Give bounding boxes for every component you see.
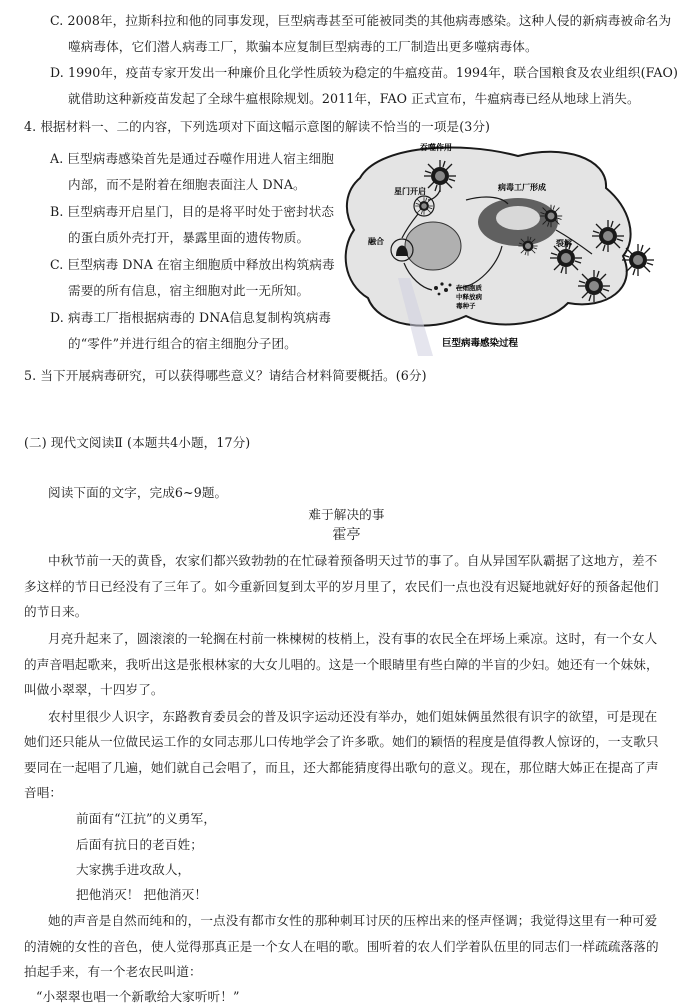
label-phagocytosis: 吞噬作用 — [420, 143, 452, 152]
q4-option-d-line1: D. 病毒工厂指根据病毒的 DNA信息复制构筑病毒 — [50, 310, 332, 325]
section-header: (二) 现代文阅读Ⅱ (本题共4小题，17分) — [24, 435, 251, 450]
story-p2-line3: 叫做小翠翠，十四岁了。 — [24, 682, 164, 697]
poem-line: 前面有“江抗”的义勇军， — [76, 811, 217, 826]
q4-option-c-line1: C. 巨型病毒 DNA 在宿主细胞质中释放出构筑病毒 — [50, 257, 335, 272]
q4-option-b-line2: 的蛋白质外壳打开，暴露里面的遗传物质。 — [68, 230, 310, 245]
host-nucleus — [405, 222, 461, 270]
released-virus-4 — [578, 270, 610, 302]
story-p1-line1: 中秋节前一天的黄昏，农家们都兴致勃勃的在忙碌着预备明天过节的事了。自从异国军队霸据了这地方，差不 — [48, 553, 658, 568]
label-seed-3: 毒种子 — [456, 302, 476, 310]
diagram-caption: 巨型病毒感染过程 — [442, 338, 519, 349]
label-stargate: 星门开启 — [394, 187, 426, 196]
story-author: 霍亭 — [332, 527, 361, 543]
question-5: 5. 当下开展病毒研究，可以获得哪些意义？请结合材料简要概括。(6分) — [24, 368, 427, 383]
story-p4-line3: 拍起手来，有一个老农民叫道： — [24, 964, 202, 979]
released-virus-3 — [622, 244, 654, 276]
reading-instruction: 阅读下面的文字，完成6~9题。 — [48, 485, 228, 500]
virus-phagocytosis — [424, 160, 456, 192]
poem-line: 后面有抗日的老百姓； — [76, 837, 203, 852]
label-seed-2: 中释放病 — [456, 293, 482, 301]
story-title: 难于解决的事 — [308, 507, 385, 522]
question-4-stem: 4. 根据材料一、二的内容，下列选项对下面这幅示意图的解读不恰当的一项是(3分) — [24, 119, 491, 134]
poem-line: 大家携手进攻敌人， — [76, 862, 191, 877]
story-p5: “小翠翠也唱一个新歌给大家听听！” — [36, 989, 240, 1004]
option-c-line1: C. 2008年，拉斯科拉和他的同事发现，巨型病毒甚至可能被同类的其他病毒感染。这种人侵的新病毒被命名为 — [50, 13, 672, 28]
story-p3-line4: 音唱： — [24, 785, 63, 800]
factory-virus-1 — [540, 205, 562, 227]
q4-option-d-line2: 的“零件”并进行组合的宿主细胞分子团。 — [68, 336, 297, 351]
released-virus-2 — [592, 220, 624, 252]
q4-option-a-line1: A. 巨型病毒感染首先是通过吞噬作用进人宿主细胞 — [50, 151, 334, 166]
option-d-line2: 就借助这种新疫苗发起了全球牛瘟根除规划。2011年，FAO 正式宣布，牛瘟病毒已经从地球上消失。 — [68, 91, 640, 106]
story-p2-line2: 的声音唱起歌来，我听出这是张根林家的大女儿唱的。这是一个眼睛里有些白障的半盲的少妇。她还有一个妹妹， — [24, 657, 659, 672]
q4-option-b-line1: B. 巨型病毒开启星门，目的是将平时处于密封状态 — [50, 204, 335, 219]
giant-virus-infection-diagram — [338, 138, 668, 356]
story-p2-line1: 月亮升起来了，圆滚滚的一轮搁在村前一株楝树的枝梢上，没有事的农民全在坪场上乘凉。这时，有一个女人 — [48, 631, 658, 646]
option-c-line2: 噬病毒体，它们潜人病毒工厂，欺骗本应复制巨型病毒的工厂制造出更多噬病毒体。 — [68, 39, 538, 54]
story-p3-line1: 农村里很少人识字，东路教育委员会的普及识字运动还没有举办，她们姐妹俩虽然很有识字的欲望，可是现在 — [48, 709, 658, 724]
story-p3-line3: 要同在一起唱了几遍，她们就自己会唱了，而且，还大都能猜度得出歌句的意义。现在，那位瞎大姊正在提高了声 — [24, 760, 659, 775]
label-lysis: 裂解 — [556, 239, 572, 248]
q4-option-a-line2: 内部，而不是附着在细胞表面注人 DNA。 — [68, 177, 306, 192]
poem-line: 把他消灭！ 把他消灭！ — [76, 887, 208, 902]
story-p1-line3: 的节日来。 — [24, 604, 88, 619]
story-p1-line2: 多这样的节日已经没有了三年了。如今重新回复到太平的岁月里了，农民们一点也没有迟疑地就好好的预备起他们 — [24, 579, 659, 594]
story-p4-line2: 的清婉的女性的音色，使人觉得那真正是一个女人在唱的歌。围听着的农人们学着队伍里的同志们一样疏疏落落的 — [24, 939, 659, 954]
label-fusion: 融合 — [368, 237, 384, 246]
q4-option-c-line2: 需要的所有信息，宿主细胞对此一无所知。 — [68, 283, 310, 298]
story-p3-line2: 她们还只能从一位做民运工作的女同志那儿口传地学会了许多歌。她们的颖悟的程度是值得教人惊讶的，一支歌只 — [24, 734, 659, 749]
label-seed-1: 在细胞质 — [456, 284, 482, 292]
factory-virus-2 — [518, 236, 537, 255]
story-p4-line1: 她的声音是自然而纯和的，一点没有都市女性的那种刺耳讨厌的压榨出来的怪声怪调；我觉得这里有一种可爱 — [48, 913, 658, 928]
option-d-line1: D. 1990年，疫苗专家开发出一种廉价且化学性质较为稳定的牛瘟疫苗。1994年，联合国粮食及农业组织(FAO) — [50, 65, 678, 80]
label-factory: 病毒工厂形成 — [498, 183, 546, 192]
